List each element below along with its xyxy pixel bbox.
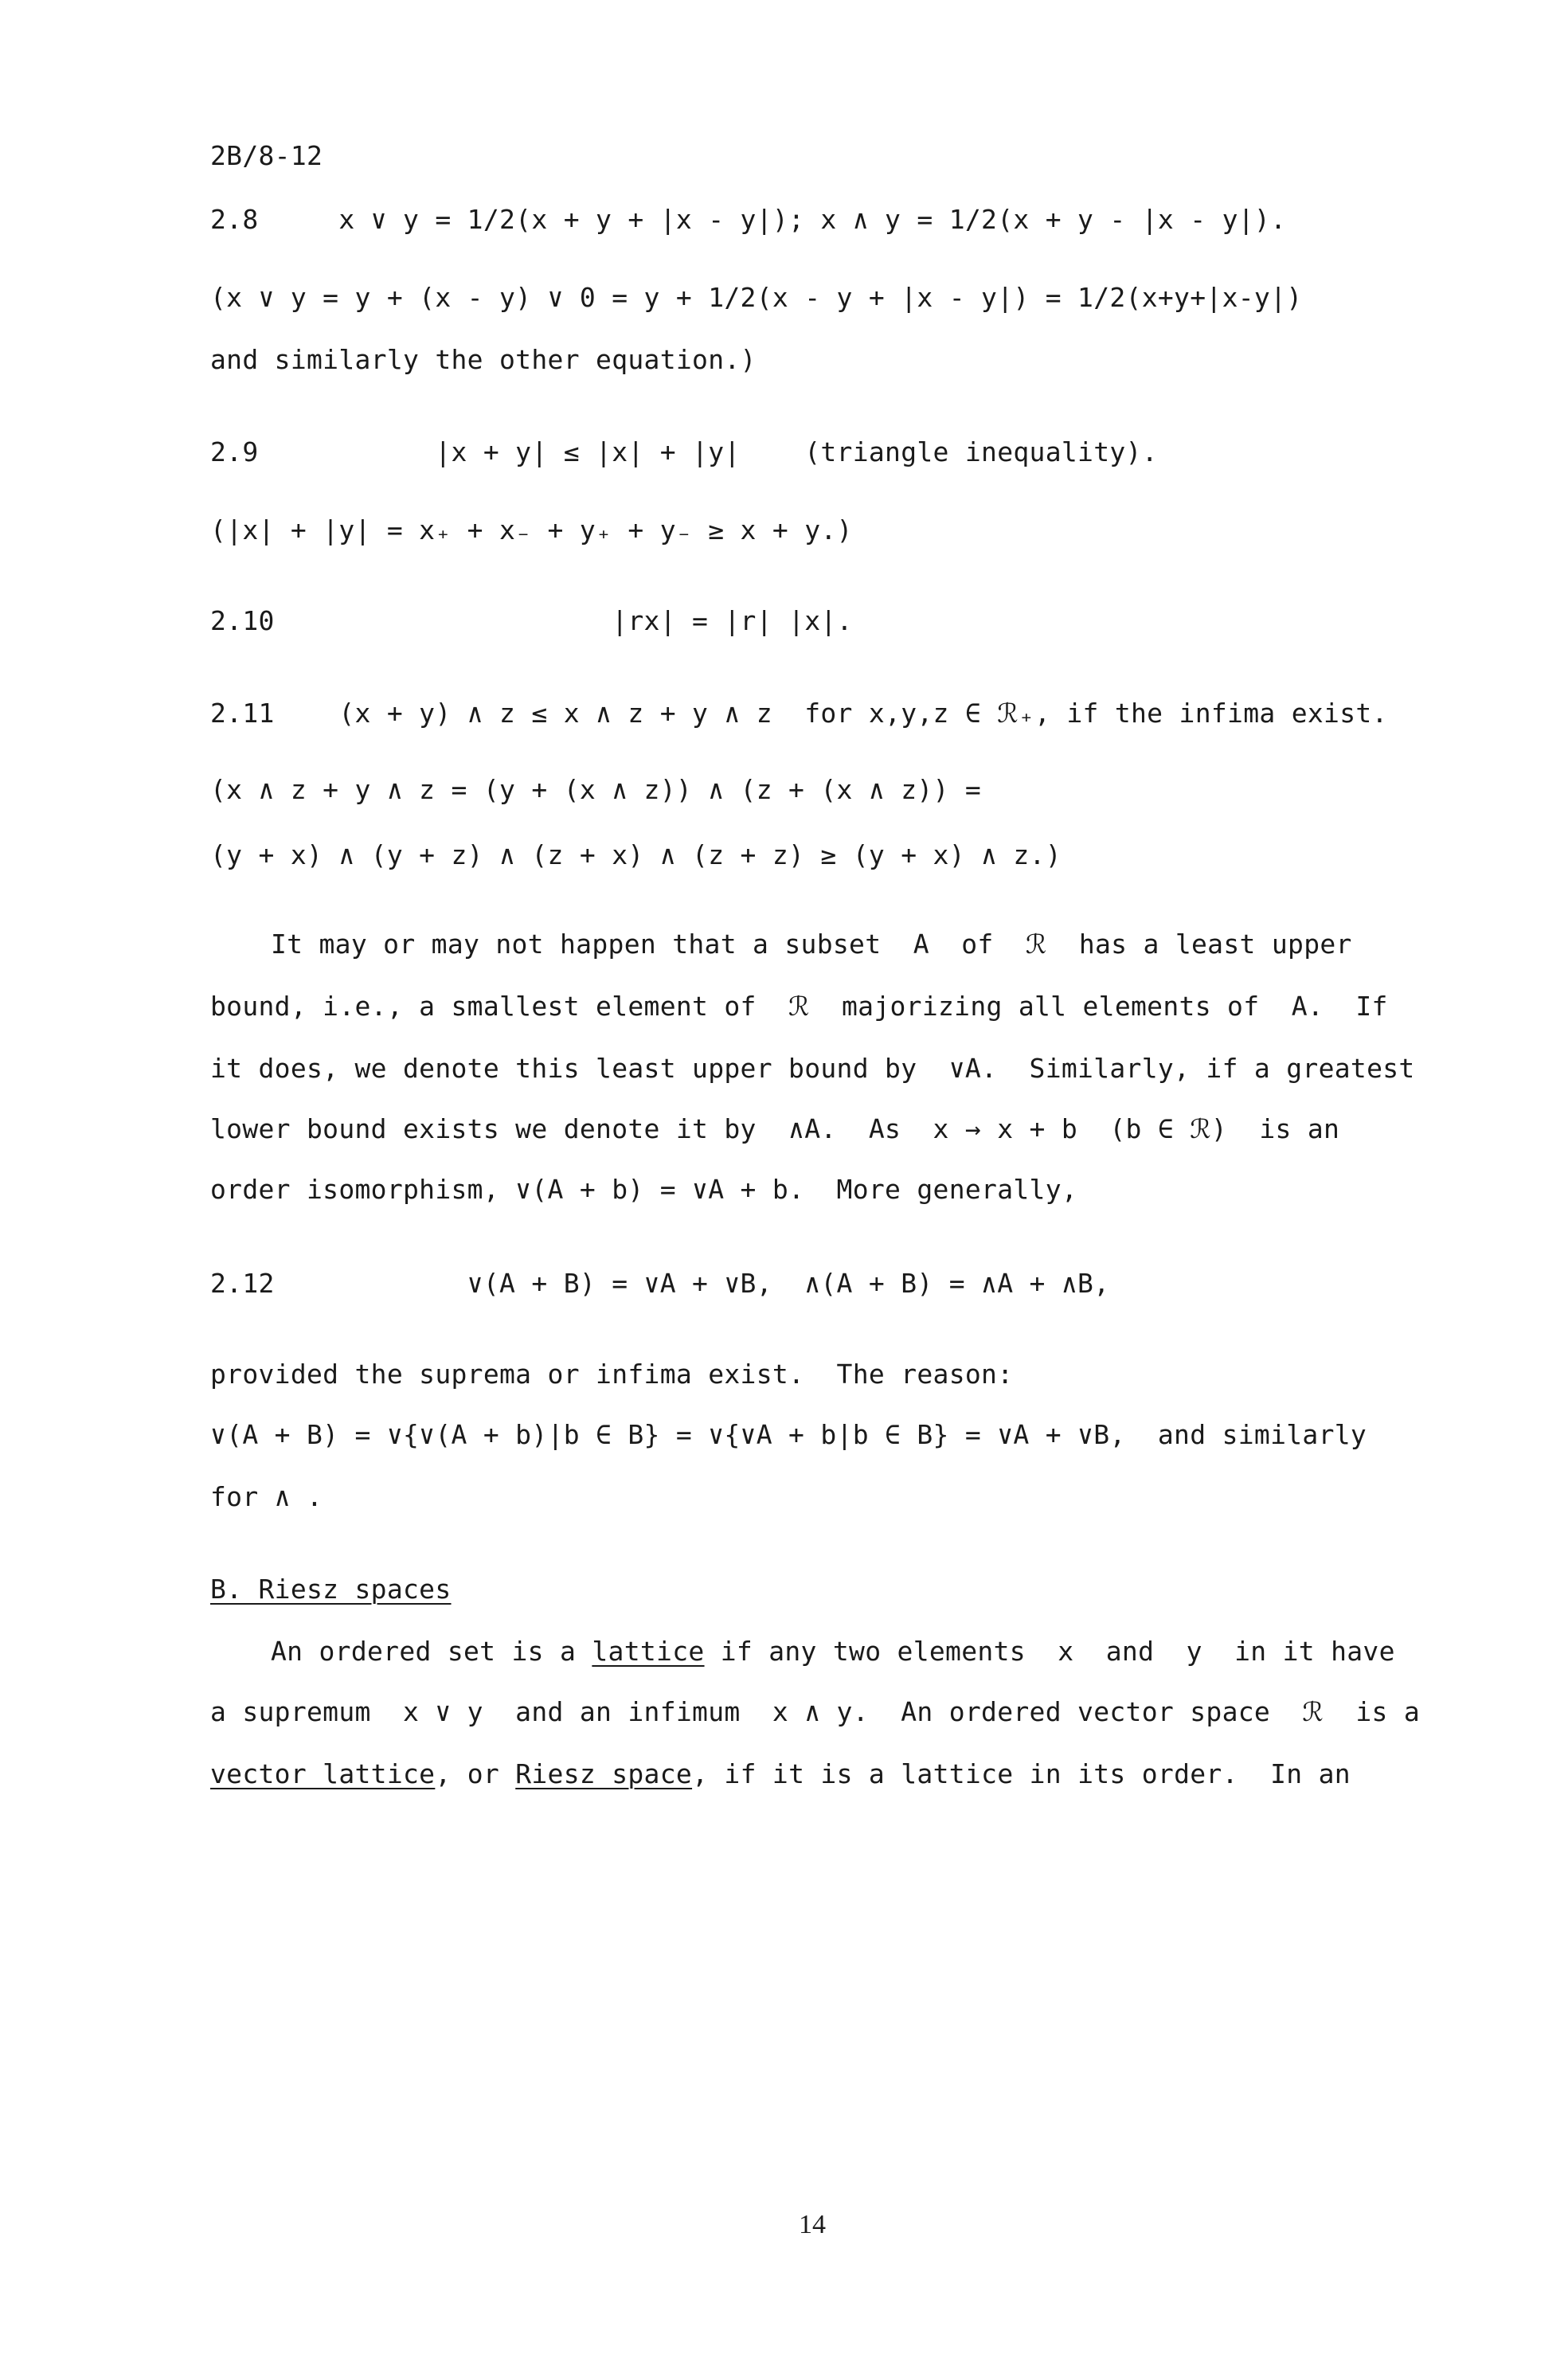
- paragraph-line: a supremum x ∨ y and an infimum x ∧ y. An ordered vector space ℛ is a: [210, 1696, 1421, 1727]
- proof-2-8-cont: and similarly the other equation.): [210, 344, 757, 375]
- term-riesz-space: Riesz space: [515, 1758, 693, 1789]
- text-run: An ordered set is a: [271, 1636, 592, 1667]
- term-vector-lattice: vector lattice: [210, 1758, 436, 1789]
- paragraph-line: [271, 1636, 1395, 1668]
- section-heading: B. Riesz spaces: [210, 1574, 452, 1605]
- page-number: 14: [799, 2210, 826, 2239]
- proof-2-9: (|x| + |y| = x₊ + x₋ + y₊ + y₋ ≥ x + y.): [210, 514, 853, 545]
- equation-2-9: 2.9 |x + y| ≤ |x| + |y| (triangle inequality).: [210, 436, 1158, 467]
- paragraph-line: it does, we denote this least upper bound by ∨A. Similarly, if a greatest: [210, 1053, 1415, 1084]
- paragraph-line: [210, 1758, 1351, 1790]
- page-reference: 2B/8-12: [210, 140, 323, 171]
- text-run: if any two elements x and y in it have: [704, 1636, 1395, 1667]
- equation-2-10: 2.10 |rx| = |r| |x|.: [210, 605, 853, 636]
- paragraph-line: ∨(A + B) = ∨{∨(A + b)|b ∈ B} = ∨{∨A + b|b ∈ B} = ∨A + ∨B, and similarly: [210, 1419, 1367, 1450]
- text-run: , if it is a lattice in its order. In an: [692, 1758, 1351, 1789]
- text-run: , or: [435, 1758, 516, 1789]
- term-lattice: lattice: [592, 1636, 705, 1667]
- proof-2-11: (x ∧ z + y ∧ z = (y + (x ∧ z)) ∧ (z + (x ∧ z)) =: [210, 774, 982, 805]
- equation-2-8: 2.8 x ∨ y = 1/2(x + y + |x - y|); x ∧ y = 1/2(x + y - |x - y|).: [210, 204, 1287, 235]
- equation-2-12: 2.12 ∨(A + B) = ∨A + ∨B, ∧(A + B) = ∧A + ∧B,: [210, 1268, 1110, 1299]
- equation-2-11: 2.11 (x + y) ∧ z ≤ x ∧ z + y ∧ z for x,y,z ∈ ℛ₊, if the infima exist.: [210, 698, 1388, 729]
- paragraph-line: lower bound exists we denote it by ∧A. As x → x + b (b ∈ ℛ) is an: [210, 1113, 1340, 1144]
- proof-2-8: (x ∨ y = y + (x - y) ∨ 0 = y + 1/2(x - y + |x - y|) = 1/2(x+y+|x-y|): [210, 282, 1303, 313]
- paragraph-line: for ∧ .: [210, 1481, 323, 1512]
- paragraph-line: bound, i.e., a smallest element of ℛ majorizing all elements of A. If: [210, 991, 1388, 1022]
- proof-2-11-cont: (y + x) ∧ (y + z) ∧ (z + x) ∧ (z + z) ≥ (y + x) ∧ z.): [210, 839, 1062, 870]
- paragraph-line: order isomorphism, ∨(A + b) = ∨A + b. More generally,: [210, 1174, 1078, 1205]
- paragraph-line: provided the suprema or infima exist. The reason:: [210, 1359, 1014, 1390]
- paragraph-line: It may or may not happen that a subset A of ℛ has a least upper: [271, 929, 1352, 960]
